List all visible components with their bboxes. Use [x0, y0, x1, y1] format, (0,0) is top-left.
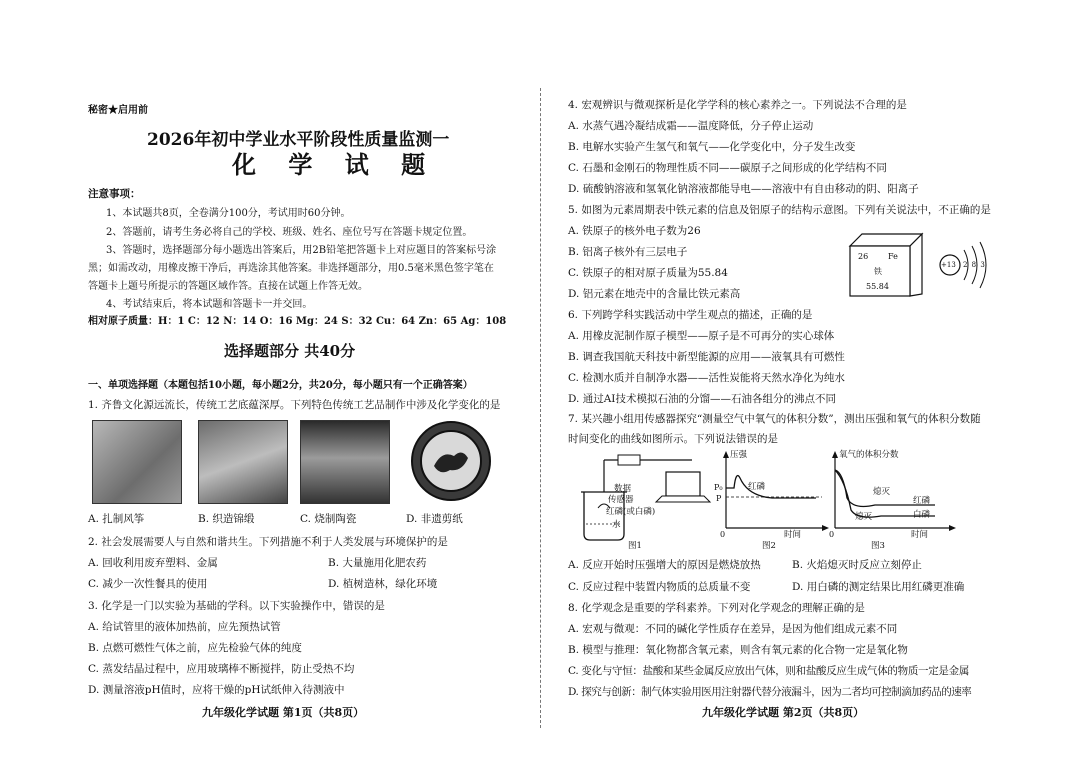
kite-image [92, 420, 182, 504]
q3-option-d: D. 测量溶液pH值时，应将干燥的pH试纸伸入待测液中 [88, 684, 345, 696]
q4-option-a: A. 水蒸气遇冷凝结成霜——温度降低，分子停止运动 [568, 120, 814, 132]
right-page [540, 0, 1080, 763]
subject-title: 化 学 试 题 [232, 150, 438, 179]
q3-option-c: C. 蒸发结晶过程中，应用玻璃棒不断搅拌，防止受热不均 [88, 663, 355, 675]
q4-stem: 4. 宏观辨识与微观探析是化学学科的核心素养之一。下列说法不合理的是 [568, 99, 907, 111]
q2-option-c: C. 减少一次性餐具的使用 [88, 578, 208, 590]
q5-option-b: B. 铝离子核外有三层电子 [568, 246, 688, 258]
exam-title: 2026年初中学业水平阶段性质量监测一 [147, 130, 450, 150]
q8-option-d: D. 探究与创新：制气体实验用医用注射器代替分液漏斗，因为二者均可控制滴加药品的速率 [568, 686, 972, 698]
q1-stem: 1. 齐鲁文化源远流长，传统工艺底蕴深厚。下列特色传统工艺品制作中涉及化学变化的是 [88, 399, 501, 411]
fig1-label-phosphorus: 红磷(或白磷) [606, 507, 656, 517]
fig1-label-data: 数据 [614, 484, 632, 494]
figure-2-pressure-chart [712, 450, 835, 552]
q6-option-b: B. 调查我国航天科技中新型能源的应用——液氧具有可燃性 [568, 351, 845, 363]
figure-1-apparatus [574, 452, 724, 552]
fig1-label-sensor: 传感器 [608, 495, 634, 505]
fig3-label-white: 白磷 [913, 510, 931, 520]
q1-option-c: C. 烧制陶瓷 [300, 513, 357, 525]
fig2-caption: 图2 [762, 541, 776, 551]
q7-option-a: A. 反应开始时压强增大的原因是燃烧放热 [568, 559, 761, 571]
q3-stem: 3. 化学是一门以实验为基础的学科。以下实验操作中，错误的是 [88, 600, 385, 612]
fig2-x-label: 时间 [784, 530, 802, 540]
figure-3-oxygen-chart [825, 450, 960, 552]
q6-option-c: C. 检测水质并自制净水器——活性炭能将天然水净化为纯水 [568, 372, 845, 384]
q1-option-b: B. 织造锦缎 [198, 513, 255, 525]
fe-name: 铁 [874, 267, 882, 276]
note-3: 3、答题时，选择题部分每小题选出答案后，用2B铅笔把答题卡上对应题目的答案标号涂 [106, 245, 497, 256]
q6-option-d: D. 通过AI技术模拟石油的分馏——石油各组分的沸点不同 [568, 393, 836, 405]
al-nucleus: +13 [941, 261, 956, 269]
aluminum-atom-diagram [936, 238, 996, 292]
fe-number: 26 [858, 252, 869, 261]
fig3-label-out1: 熄灭 [873, 487, 891, 497]
q7-option-c: C. 反应过程中装置内物质的总质量不变 [568, 581, 751, 593]
q5-option-a: A. 铁原子的核外电子数为26 [568, 225, 701, 237]
q1-option-a: A. 扎制风筝 [88, 513, 145, 525]
q7-option-b: B. 火焰熄灭时反应立刻停止 [792, 559, 922, 571]
q2-option-a: A. 回收利用废弃塑料、金属 [88, 557, 218, 569]
q8-option-b: B. 模型与推理：氧化物都含氧元素，则含有氧元素的化合物一定是氧化物 [568, 644, 908, 656]
q6-option-a: A. 用橡皮泥制作原子模型——原子是不可再分的实心球体 [568, 330, 835, 342]
note-1: 1、本试题共8页，全卷满分100分，考试用时60分钟。 [106, 208, 351, 219]
brocade-weaving-image [198, 420, 288, 504]
q7-option-d: D. 用白磷的测定结果比用红磷更准确 [792, 581, 965, 593]
q8-option-a: A. 宏观与微观：不同的碱化学性质存在差异，是因为他们组成元素不同 [568, 623, 898, 635]
notes-heading: 注意事项： [88, 188, 141, 200]
q2-stem: 2. 社会发展需要人与自然和谐共生。下列措施不利于人类发展与环境保护的是 [88, 536, 448, 548]
fig3-y-label: 氧气的体积分数 [839, 450, 899, 460]
q5-option-d: D. 铝元素在地壳中的含量比铁元素高 [568, 288, 741, 300]
fig2-y-label: 压强 [730, 450, 748, 460]
fig1-label-water: 水 [612, 520, 621, 530]
fig2-curve-label: 红磷 [748, 482, 766, 492]
q7-stem-line2: 时间变化的曲线如图所示。下列说法错误的是 [568, 433, 778, 445]
note-4: 4、考试结束后，将本试题和答题卡一并交回。 [106, 299, 313, 310]
iron-element-cell [846, 230, 926, 300]
q8-stem: 8. 化学观念是重要的学科素养。下列对化学观念的理解正确的是 [568, 602, 865, 614]
fig3-label-out2: 熄灭 [855, 512, 873, 522]
fig1-caption: 图1 [628, 541, 642, 551]
q3-option-a: A. 给试管里的液体加热前，应先预热试管 [88, 621, 281, 633]
fe-symbol: Fe [888, 252, 898, 261]
note-2: 2、答题前，请考生务必将自己的学校、班级、姓名、座位号写在答题卡规定位置。 [106, 227, 473, 238]
q5-stem: 5. 如图为元素周期表中铁元素的信息及铝原子的结构示意图。下列有关说法中，不正确的是 [568, 204, 991, 216]
fig3-caption: 图3 [871, 541, 885, 551]
fig2-p: P [716, 494, 722, 503]
left-footer: 九年级化学试题 第1页（共8页） [202, 706, 365, 719]
q6-stem: 6. 下列跨学科实践活动中学生观点的描述，正确的是 [568, 309, 813, 321]
secret-label: 秘密★启用前 [88, 105, 148, 116]
note-3-cont2: 答题卡上题号所提示的答题区域作答。直接在试题上作答无效。 [88, 281, 368, 292]
fig3-origin: 0 [829, 530, 835, 539]
q4-option-c: C. 石墨和金刚石的物理性质不同——碳原子之间形成的化学结构不同 [568, 162, 887, 174]
part1-heading: 一、单项选择题（本题包括10小题，每小题2分，共20分，每小题只有一个正确答案） [88, 380, 473, 391]
fe-mass: 55.84 [866, 282, 889, 291]
fig2-p0: P₀ [714, 483, 723, 492]
q4-option-d: D. 硫酸钠溶液和氢氧化钠溶液都能导电——溶液中有自由移动的阴、阳离子 [568, 183, 919, 195]
section-title: 选择题部分 共40分 [224, 342, 356, 360]
q7-stem-line1: 7. 某兴趣小组用传感器探究“测量空气中氧气的体积分数”，测出压强和氧气的体积分数随 [568, 413, 981, 425]
right-footer: 九年级化学试题 第2页（共8页） [702, 706, 865, 719]
q2-option-d: D. 植树造林，绿化环境 [328, 578, 438, 590]
q3-option-b: B. 点燃可燃性气体之前，应先检验气体的纯度 [88, 642, 302, 654]
q4-option-b: B. 电解水实验产生氢气和氧气——化学变化中，分子发生改变 [568, 141, 856, 153]
al-shells: 2 8 3 [963, 261, 986, 269]
atomic-mass: 相对原子质量：H：1 C：12 N：14 O：16 Mg：24 S：32 Cu：64 Zn：65 Ag：108 [88, 316, 507, 327]
q1-option-d: D. 非遗剪纸 [406, 513, 463, 525]
pottery-firing-image [300, 420, 390, 504]
fig2-origin: 0 [720, 530, 726, 539]
q2-option-b: B. 大量施用化肥农药 [328, 557, 427, 569]
fig3-label-red: 红磷 [913, 496, 931, 506]
fig3-x-label: 时间 [911, 530, 929, 540]
note-3-cont: 黑；如需改动，用橡皮擦干净后，再选涂其他答案。非选择题部分，用0.5毫米黑色签字笔在 [88, 263, 494, 274]
q5-option-c: C. 铁原子的相对原子质量为55.84 [568, 267, 728, 279]
papercut-image [406, 420, 496, 502]
q8-option-c: C. 变化与守恒：盐酸和某些金属反应放出气体，则和盐酸反应生成气体的物质一定是金属 [568, 665, 970, 677]
